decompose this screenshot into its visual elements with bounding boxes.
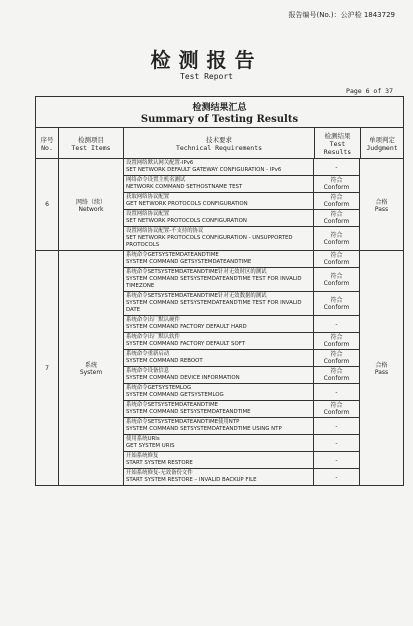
table-group (36, 251, 403, 485)
table-row (124, 401, 359, 418)
result-en: Conform (323, 238, 350, 246)
result-cell (314, 316, 359, 332)
report-title: 检测报告 (150, 48, 263, 72)
table-header (36, 128, 403, 159)
table-row (124, 350, 359, 367)
result-zh: 符合 (330, 368, 343, 375)
requirement-zh: 系统命令SETSYSTEMDATEANDTIME针对无效数据的测试 (126, 293, 267, 299)
requirement-zh: 设置网络协议配置 (126, 211, 170, 217)
requirement-zh: 开始系统修复-无效备份文件 (126, 470, 193, 476)
table-group (36, 159, 403, 251)
requirement-cell (124, 384, 314, 400)
requirement-cell (124, 268, 314, 291)
group-judgment (360, 159, 403, 250)
requirement-en: START SYSTEM RESTORE (126, 460, 193, 466)
requirement-zh: 获取网络协议配置 (126, 194, 170, 200)
group-item-en: System (79, 369, 103, 376)
requirement-en: SYSTEM COMMAND SETSYSTEMDATEANDTIME USING NTP (126, 426, 282, 432)
requirement-zh: 系统命令SETSYSTEMDATEANDTIME (126, 402, 219, 408)
table-title-zh: 检测结果汇总 (192, 103, 247, 113)
result-cell (314, 401, 359, 417)
result-zh: - (335, 422, 338, 430)
requirement-cell (124, 159, 314, 175)
result-cell (314, 268, 359, 291)
result-cell (314, 210, 359, 226)
requirement-cell (124, 227, 314, 250)
result-zh: 符合 (330, 177, 343, 184)
requirement-zh: 系统命令出厂默认硬件 (126, 317, 180, 323)
requirement-cell (124, 333, 314, 349)
group-item-en: Network (78, 205, 104, 213)
group-number: 6 (36, 159, 59, 250)
group-rows (124, 251, 360, 485)
result-en: Conform (323, 201, 350, 208)
requirement-zh: 系统命令SETSYSTEMDATEANDTIME使用NTP (126, 419, 240, 425)
result-cell (314, 176, 359, 192)
requirement-cell (124, 435, 314, 451)
requirement-zh: 开始系统修复 (126, 453, 159, 459)
result-cell (314, 418, 359, 434)
group-test-item (59, 159, 124, 250)
result-zh: - (335, 456, 338, 464)
result-zh: 符合 (330, 272, 343, 280)
result-en: Conform (323, 259, 350, 266)
table-row (124, 384, 359, 401)
result-zh: - (335, 439, 338, 447)
result-zh: 符合 (330, 194, 343, 201)
judgment-zh: 合格 (375, 198, 388, 206)
col-result-zh: 检测结果 (324, 131, 351, 140)
group-test-item (59, 251, 124, 485)
requirement-cell (124, 210, 314, 226)
report-number: 报告编号(No.)：公沪检 1843729 (288, 11, 395, 19)
requirement-en: SET NETWORK DEFAULT GATEWAY CONFIGURATION - IPv6 (126, 167, 282, 173)
col-result-en: Test Results (323, 139, 352, 156)
result-en: Conform (323, 184, 350, 191)
table-row (124, 210, 359, 227)
table-row (124, 469, 359, 485)
result-zh: 符合 (330, 402, 343, 409)
result-zh: 符合 (330, 334, 343, 341)
group-judgment (360, 251, 403, 485)
result-zh: - (335, 473, 338, 481)
result-cell (314, 435, 359, 451)
judgment-zh: 合格 (375, 362, 388, 369)
judgment-en: Pass (374, 369, 389, 376)
table-title-en: Summary of Testing Results (140, 114, 299, 125)
result-en: Conform (323, 409, 350, 416)
table-row (124, 193, 359, 210)
requirement-en: SET NETWORK PROTOCOLS CONFIGURATION (126, 218, 247, 224)
result-cell (314, 367, 359, 383)
result-cell (314, 292, 359, 315)
results-table (35, 96, 404, 486)
result-cell (314, 384, 359, 400)
judgment-en: Pass (374, 205, 389, 213)
requirement-zh: 设置网络默认网关配置-IPv6 (126, 160, 194, 166)
requirement-zh: 系统命令出厂默认软件 (126, 334, 180, 340)
table-row (124, 316, 359, 333)
col-item (59, 128, 124, 158)
result-en: Conform (323, 375, 350, 382)
result-zh: 符合 (330, 231, 343, 239)
table-row (124, 251, 359, 268)
col-req (124, 128, 315, 158)
requirement-zh: 系统命令GETSYSTEMLOG (126, 385, 192, 391)
result-cell (314, 452, 359, 468)
col-judge-en: Judgment (366, 143, 398, 152)
col-item-zh: 检测项目 (78, 135, 104, 144)
col-req-zh: 技术要求 (206, 135, 232, 144)
table-row (124, 435, 359, 452)
report-title-en: Test Report (180, 72, 233, 81)
result-zh: 符合 (330, 296, 343, 304)
table-row (124, 176, 359, 193)
requirement-cell (124, 418, 314, 434)
requirement-en: GET NETWORK PROTOCOLS CONFIGURATION (126, 201, 248, 207)
requirement-en: SYSTEM COMMAND REBOOT (126, 358, 203, 364)
result-zh: - (335, 163, 338, 171)
result-en: Conform (323, 358, 350, 365)
result-zh: - (335, 388, 338, 396)
requirement-zh: 使用系统URIs (126, 436, 160, 442)
col-req-en: Technical Requirements (175, 143, 263, 152)
table-row (124, 227, 359, 250)
result-cell (314, 333, 359, 349)
table-row (124, 367, 359, 384)
col-seq (36, 128, 59, 158)
table-row (124, 333, 359, 350)
requirement-zh: 系统命令重新启动 (126, 351, 170, 357)
col-judge (361, 128, 403, 158)
requirement-en: START SYSTEM RESTORE – INVALID BACKUP FILE (126, 477, 257, 483)
requirement-en: SYSTEM COMMAND GETSYSTEMLOG (126, 392, 224, 398)
result-zh: 符合 (330, 211, 343, 218)
requirement-en: SYSTEM COMMAND SETSYSTEMDATEANDTIME TEST FOR INVALID DATE (126, 300, 302, 313)
requirement-zh: 设置网络协议配置-不支持的协议 (126, 228, 204, 234)
result-zh: 符合 (330, 252, 343, 259)
requirement-cell (124, 193, 314, 209)
requirement-cell (124, 176, 314, 192)
result-cell (314, 227, 359, 250)
result-cell (314, 350, 359, 366)
table-title (36, 97, 403, 128)
requirement-cell (124, 401, 314, 417)
result-cell (314, 193, 359, 209)
result-en: Conform (323, 303, 350, 311)
requirement-zh: 网络命令设置主机名测试 (126, 177, 186, 183)
requirement-en: SYSTEM COMMAND DEVICE INFORMATION (126, 375, 240, 381)
requirement-en: SYSTEM COMMAND GETSYSTEMDATEANDTIME (126, 259, 252, 265)
result-cell (314, 251, 359, 267)
result-cell (314, 469, 359, 485)
requirement-en: SYSTEM COMMAND SETSYSTEMDATEANDTIME (126, 409, 251, 415)
group-item-zh: 网络（续） (75, 198, 106, 206)
group-rows (124, 159, 360, 250)
requirement-cell (124, 452, 314, 468)
result-zh: 符合 (330, 351, 343, 358)
col-seq-en: No. (41, 143, 53, 152)
requirement-en: SYSTEM COMMAND FACTORY DEFAULT SOFT (126, 341, 246, 347)
requirement-cell (124, 292, 314, 315)
group-number: 7 (36, 251, 59, 485)
requirement-zh: 系统命令GETSYSTEMDATEANDTIME (126, 252, 219, 258)
requirement-zh: 系统命令设备信息 (126, 368, 170, 374)
page-number: Page 6 of 37 (346, 87, 393, 95)
requirement-en: NETWORK COMMAND SETHOSTNAME TEST (126, 184, 243, 190)
table-row (124, 268, 359, 292)
col-seq-zh: 序号 (40, 135, 54, 144)
group-item-zh: 系统 (84, 362, 97, 369)
col-result (315, 128, 361, 158)
requirement-en: SYSTEM COMMAND FACTORY DEFAULT HARD (126, 324, 247, 330)
table-row (124, 418, 359, 435)
requirement-en: SYSTEM COMMAND SETSYSTEMDATEANDTIME TEST FOR INVALID TIMEZONE (126, 276, 302, 289)
table-row (124, 452, 359, 469)
result-zh: - (335, 320, 338, 328)
result-en: Conform (323, 218, 350, 225)
result-cell (314, 159, 359, 175)
col-item-en: Test Items (71, 143, 111, 152)
table-row (124, 292, 359, 316)
requirement-en: SET NETWORK PROTOCOLS CONFIGURATION - UNSUPPORTED PROTOCOLS (126, 235, 293, 248)
requirement-cell (124, 469, 314, 485)
requirement-en: GET SYSTEM URIS (126, 443, 175, 449)
requirement-cell (124, 350, 314, 366)
requirement-zh: 系统命令SETSYSTEMDATEANDTIME针对无效时区的测试 (126, 269, 267, 275)
result-en: Conform (323, 341, 350, 348)
requirement-cell (124, 316, 314, 332)
requirement-cell (124, 367, 314, 383)
col-judge-zh: 单项判定 (369, 135, 395, 144)
requirement-cell (124, 251, 314, 267)
table-row (124, 159, 359, 176)
result-en: Conform (323, 279, 350, 287)
